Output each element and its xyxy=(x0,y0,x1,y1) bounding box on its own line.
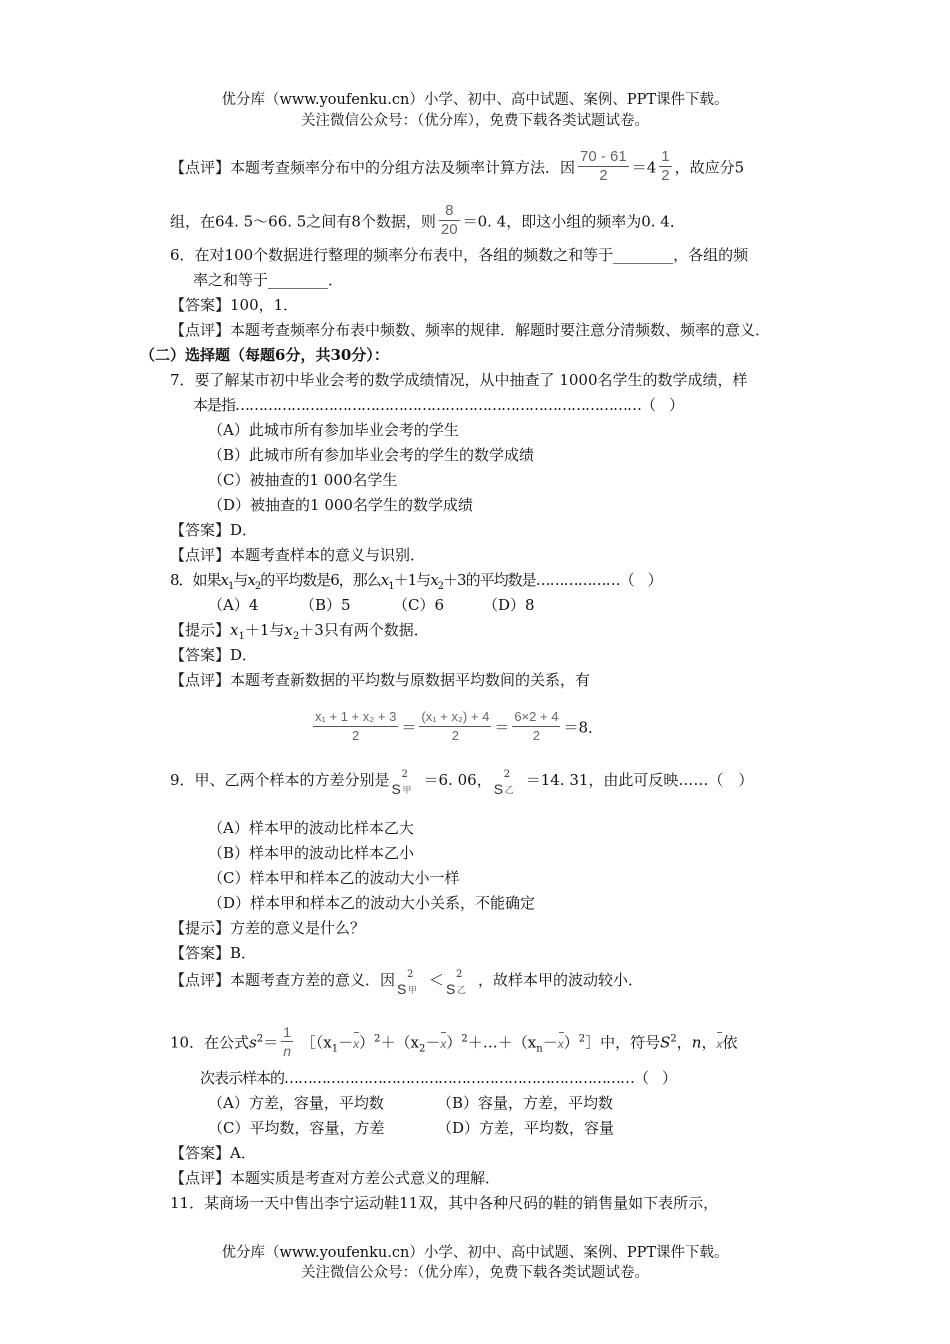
fraction-70-61-over-2: $\frac{70 - 61}{2}$ xyxy=(580,148,627,184)
formula-fraction-2: $\frac{\text{(x₁ + x₂) + 4}}{2}$ xyxy=(421,709,490,743)
q8-stem: 8．如果$x_1$与$x_2$的平均数是6，那么$x_1+1$与$x_2+3$的平均数是………………（ ） xyxy=(170,571,662,592)
q8-option-b: （B）5 xyxy=(300,596,351,614)
x-bar: x xyxy=(716,1034,722,1054)
q7-option-b: （B）此城市所有参加毕业会考的学生的数学成绩 xyxy=(208,446,535,464)
q10-option-a: （A）方差，容量，平均数 xyxy=(208,1094,384,1112)
fraction-8-over-20: $\frac{8}{20}$ xyxy=(440,202,458,238)
q11-stem: 11．某商场一天中售出李宁运动鞋11双，其中各种尺码的鞋的销售量如下表所示， xyxy=(170,1194,719,1212)
q9-option-c: （C）样本甲和样本乙的波动大小一样 xyxy=(208,869,460,887)
q9-option-a: （A）样本甲的波动比样本乙大 xyxy=(208,819,414,837)
q7-option-d: （D）被抽查的1 000名学生的数学成绩 xyxy=(208,496,473,514)
q9-answer: 【答案】B． xyxy=(170,944,257,962)
q9-comment: 【点评】本题考查方差的意义．因 S 2 甲 ＜ S 2 乙 ，故样本甲的波动较小． xyxy=(170,969,644,997)
q8-formula: $\frac{\text{x₁ + 1 + x₂ + 3}}{2}$ ＝ $\frac{\text{(x₁ + x₂) + 4}}{2}$ ＝ $\frac{6\times 2 + 4}{2}$ ＝8． xyxy=(315,709,603,743)
header-line-2: 关注微信公众号：（优分库），免费下载各类试题试卷。 xyxy=(301,113,649,129)
q10-answer: 【答案】A． xyxy=(170,1144,256,1162)
q10-option-b: （B）容量，方差，平均数 xyxy=(437,1094,614,1112)
s-squared-jia: S 2 甲 xyxy=(391,769,412,797)
q5-comment-line-1: 【点评】本题考查频率分布中的分组方法及频率计算方法．因 $\frac{70 - 61}{2}$ ＝4 $\frac{1}{2}$ ，故应分5 xyxy=(170,148,745,184)
q7-option-a: （A）此城市所有参加毕业会考的学生 xyxy=(208,421,459,439)
formula-fraction-1: $\frac{\text{x₁ + 1 + x₂ + 3}}{2}$ xyxy=(315,709,397,743)
q10-comment: 【点评】本题实质是考查对方差公式意义的理解． xyxy=(170,1169,501,1187)
q10-stem-line-1: 10．在公式$s^2=$ $\frac{1}{n}$ $[(x_1-x)^2+(x_2-x)^2+\dots+(x_n-x)^2]$中，符号$S^2$，n，x依 xyxy=(170,1024,738,1059)
q10-option-d: （D）方差，平均数，容量 xyxy=(437,1119,615,1137)
footer-line-1: 优分库（www.youfenku.cn）小学、初中、高中试题、案例、PPT课件下载。 xyxy=(221,1245,729,1261)
q7-stem-line-2: 本是指……………………………………………………………………………（ ） xyxy=(193,396,684,414)
q6-answer: 【答案】100，1． xyxy=(170,296,299,314)
fraction-1-over-n: $\frac{1}{n}$ xyxy=(283,1024,291,1059)
q9-option-d: （D）样本甲和样本乙的波动大小关系，不能确定 xyxy=(208,894,536,912)
q8-option-c: （C）6 xyxy=(393,596,445,614)
fraction-1-over-2: $\frac{1}{2}$ xyxy=(661,148,670,184)
q7-answer: 【答案】D． xyxy=(170,521,258,539)
s-squared-yi: S 2 乙 xyxy=(446,969,467,997)
x-bar: x xyxy=(353,1034,359,1054)
q8-hint: 【提示】$x_1+1$与$x_2+3$只有两个数据． xyxy=(170,621,429,642)
q6-comment: 【点评】本题考查频率分布表中频数、频率的规律．解题时要注意分清频数、频率的意义． xyxy=(170,321,771,339)
header-line-1: 优分库（www.youfenku.cn）小学、初中、高中试题、案例、PPT课件下载。 xyxy=(221,92,729,108)
q5-comment-line-2: 组，在64. 5～66. 5之间有8个数据，则 $\frac{8}{20}$ ＝0. 4，即这小组的频率为0. 4． xyxy=(170,202,685,238)
q6-stem-line-2: 率之和等于________． xyxy=(193,271,344,289)
q7-stem-line-1: 7．要了解某市初中毕业会考的数学成绩情况，从中抽查了 1000名学生的数学成绩，样 xyxy=(170,371,748,389)
formula-fraction-3: $\frac{6\times 2 + 4}{2}$ xyxy=(514,709,559,743)
q10-stem-line-2: 次表示样本的…………………………………………………………………（ ） xyxy=(200,1069,677,1087)
q9-option-b: （B）样本甲的波动比样本乙小 xyxy=(208,844,415,862)
q8-option-a: （A）4 xyxy=(208,596,259,614)
footer-line-2: 关注微信公众号：（优分库），免费下载各类试题试卷。 xyxy=(301,1265,649,1281)
q9-hint: 【提示】方差的意义是什么？ xyxy=(170,919,366,937)
s-squared-jia: S 2 甲 xyxy=(397,969,418,997)
q7-comment: 【点评】本题考查样本的意义与识别． xyxy=(170,546,426,564)
section-2-title: （二）选择题（每题6分，共30分）： xyxy=(140,346,389,364)
q9-stem: 9．甲、乙两个样本的方差分别是 S 2 甲 ＝6. 06， S 2 乙 ＝14. 31，由此可反映……（ ） xyxy=(170,769,754,797)
x-bar: x xyxy=(440,1034,446,1054)
q8-option-d: （D）8 xyxy=(483,596,535,614)
q6-stem-line-1: 6．在对100个数据进行整理的频率分布表中，各组的频数之和等于________，各组的频 xyxy=(170,246,749,264)
q10-option-c: （C）平均数，容量，方差 xyxy=(208,1119,385,1137)
q7-option-c: （C）被抽查的1 000名学生 xyxy=(208,471,398,489)
x-bar: x xyxy=(558,1034,564,1054)
q8-comment: 【点评】本题考查新数据的平均数与原数据平均数间的关系，有 xyxy=(170,671,591,689)
q8-answer: 【答案】D． xyxy=(170,646,258,664)
s-squared-yi: S 2 乙 xyxy=(493,769,514,797)
